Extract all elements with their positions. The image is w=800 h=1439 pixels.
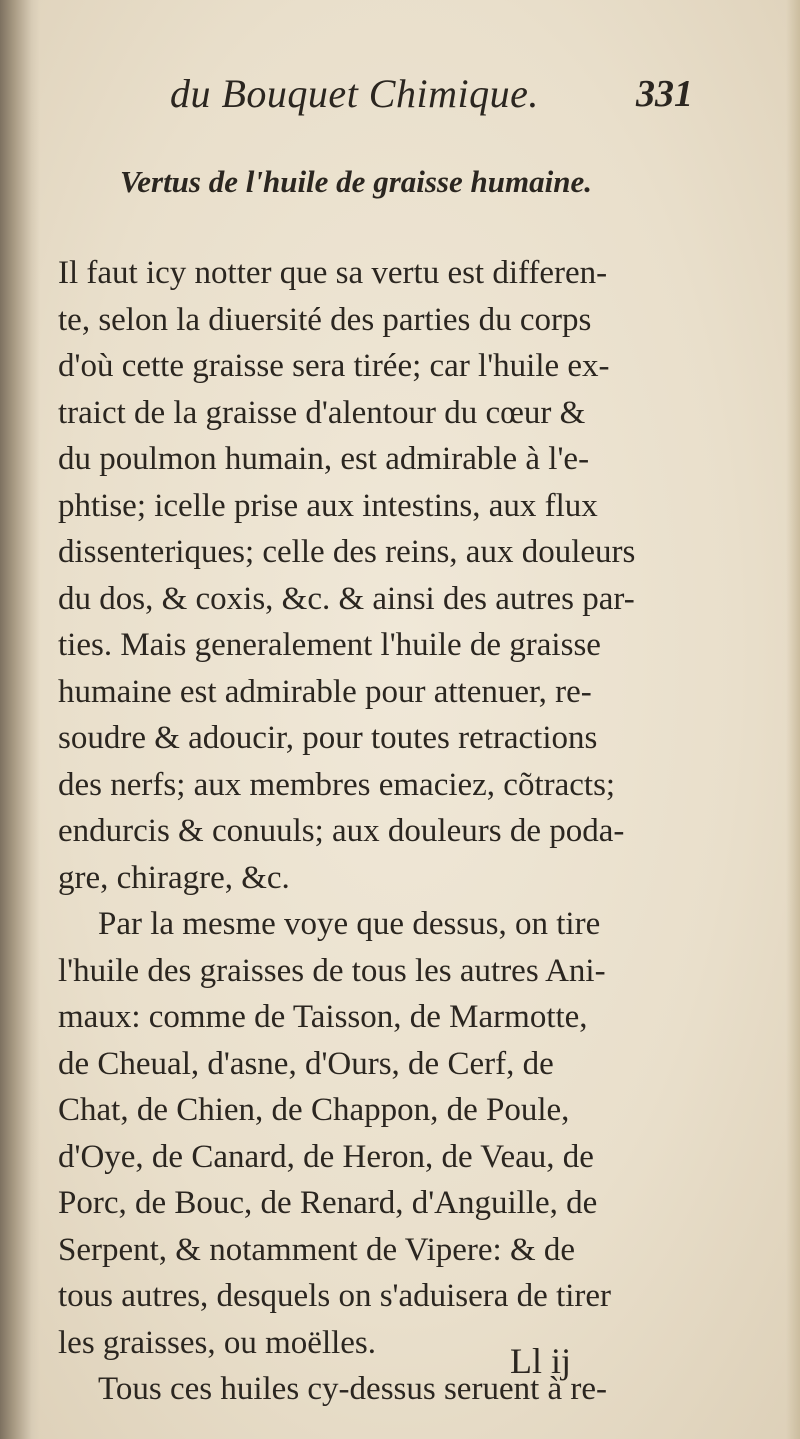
section-title: Vertus de l'huile de graisse humaine.	[120, 164, 592, 199]
text-line: du poulmon humain, est admirable à l'e-	[58, 441, 590, 477]
text-line: du dos, & coxis, &c. & ainsi des autres par-	[58, 580, 635, 617]
text-line: Tous ces huiles cy-dessus seruent à re-	[98, 1371, 608, 1407]
signature-mark: Ll ij	[510, 1341, 571, 1381]
text-line: des nerfs; aux membres emaciez, cõtracts;	[58, 766, 616, 803]
text-line: traict de la graisse d'alentour du cœur &	[58, 394, 586, 431]
text-line: Chat, de Chien, de Chappon, de Poule,	[58, 1092, 570, 1128]
page-edge	[786, 0, 800, 1439]
page-number: 331	[636, 73, 693, 115]
text-line: soudre & adoucir, pour toutes retractions	[58, 720, 598, 756]
text-line: les graisses, ou moëlles.	[58, 1324, 377, 1361]
text-line: tous autres, desquels on s'aduisera de tirer	[58, 1278, 612, 1314]
text-line: Par la mesme voye que dessus, on tire	[98, 906, 601, 942]
text-line: dissenteriques; celle des reins, aux douleurs	[58, 534, 636, 570]
text-line: endurcis & conuuls; aux douleurs de poda-	[58, 813, 625, 849]
text-line: d'où cette graisse sera tirée; car l'huile ex-	[58, 348, 610, 384]
text-line: d'Oye, de Canard, de Heron, de Veau, de	[58, 1138, 594, 1175]
text-line: Porc, de Bouc, de Renard, d'Anguille, de	[58, 1185, 598, 1221]
text-line: Il faut icy notter que sa vertu est differen-	[58, 255, 608, 291]
text-line: de Cheual, d'asne, d'Ours, de Cerf, de	[58, 1045, 554, 1082]
binding-gutter	[0, 0, 40, 1439]
text-line: gre, chiragre, &c.	[58, 859, 290, 896]
text-line: maux: comme de Taisson, de Marmotte,	[58, 999, 588, 1035]
text-line: ties. Mais generalement l'huile de graisse	[58, 627, 601, 663]
text-line: phtise; icelle prise aux intestins, aux flux	[58, 487, 598, 524]
text-line: Serpent, & notamment de Vipere: & de	[58, 1231, 576, 1268]
text-line: te, selon la diuersité des parties du corps	[58, 301, 592, 338]
text-line: humaine est admirable pour attenuer, re-	[58, 673, 592, 710]
body-text	[58, 250, 710, 1413]
running-head: du Bouquet Chimique.	[170, 71, 539, 116]
text-line: l'huile des graisses de tous les autres Ani-	[58, 952, 606, 989]
